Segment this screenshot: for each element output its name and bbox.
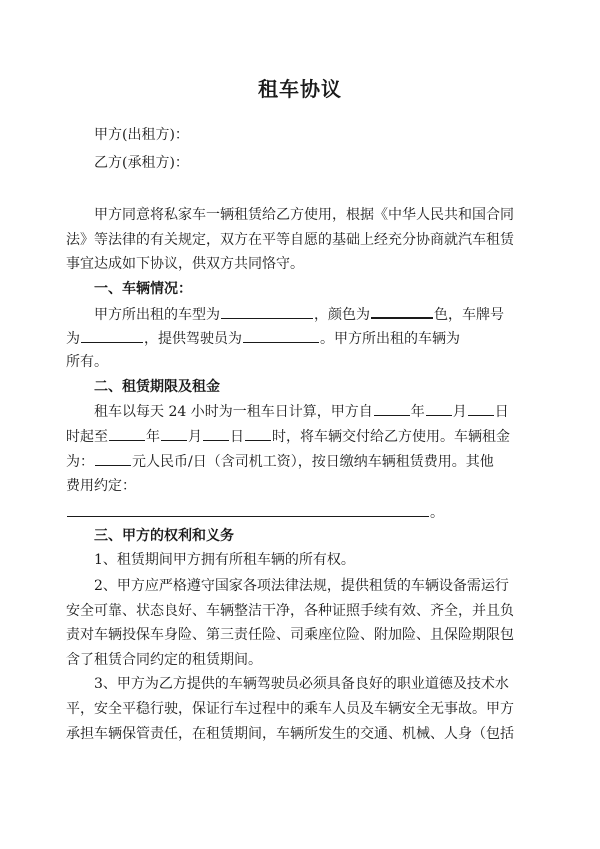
other-fees-label: 费用约定：	[66, 478, 136, 494]
text: 。	[430, 505, 444, 521]
clause-3-2-line-1: 2、甲方应严格遵守国家各项法律法规，提供租赁的车辆设备需运行	[94, 578, 509, 594]
section-2-heading: 二、租赁期限及租金	[94, 379, 220, 395]
clause-3-3-line-2: 平，安全平稳行驶，保证行车过程中的乘车人员及车辆安全无事故。甲方	[66, 701, 514, 717]
term-line-1	[94, 401, 509, 422]
color-blank[interactable]	[371, 303, 433, 319]
end-month-blank[interactable]	[161, 426, 187, 441]
text: 日	[494, 404, 509, 420]
text: 年	[146, 429, 160, 445]
driver-blank[interactable]	[243, 328, 319, 343]
clause-3-2-line-4: 含了租赁合同约定的租赁期间。	[66, 652, 262, 668]
text: ，颜色为	[314, 307, 370, 323]
text: 月	[188, 429, 202, 445]
start-year-blank[interactable]	[374, 401, 410, 416]
vehicle-line-2	[66, 328, 460, 349]
other-fees-blank[interactable]	[67, 502, 429, 517]
plate-number-blank[interactable]	[81, 328, 143, 343]
section-1-heading: 一、车辆情况：	[94, 281, 192, 297]
intro-line-3: 事宜达成如下协议，供双方共同恪守。	[66, 256, 304, 272]
text: 。甲方所出租的车辆为	[320, 331, 460, 347]
other-fees-line	[66, 502, 444, 523]
text: 甲方所出租的车型为	[94, 307, 220, 323]
daily-rent-blank[interactable]	[95, 451, 131, 466]
text: 为：	[66, 454, 94, 470]
text: 日	[230, 429, 244, 445]
text: 时，将车辆交付给乙方使用。车辆租金	[272, 429, 510, 445]
vehicle-line-1	[94, 303, 504, 325]
clause-3-1: 1、租赁期间甲方拥有所租车辆的所有权。	[94, 552, 355, 568]
intro-line-2: 法》等法律的有关规定，双方在平等自愿的基础上经充分协商就汽车租赁	[66, 232, 514, 248]
text: ，提供驾驶员为	[144, 331, 242, 347]
end-year-blank[interactable]	[109, 426, 145, 441]
party-a-label: 甲方(出租方)：	[94, 127, 189, 143]
start-month-blank[interactable]	[426, 401, 452, 416]
clause-3-2-line-3: 责对车辆投保车身险、第三责任险、司乘座位险、附加险、且保险期限包	[66, 627, 514, 643]
vehicle-model-blank[interactable]	[221, 304, 313, 319]
section-3-heading: 三、甲方的权利和义务	[94, 528, 234, 544]
document-title: 租车协议	[258, 77, 342, 101]
term-line-3	[66, 451, 494, 472]
clause-3-2-line-2: 安全可靠、状态良好、车辆整洁干净，各种证照手续有效、齐全，并且负	[66, 603, 514, 619]
text: 租车以每天 24 小时为一租车日计算，甲方自	[94, 404, 373, 420]
clause-3-3-line-3: 承担车辆保管责任，在租赁期间，车辆所发生的交通、机械、人身（包括	[66, 726, 514, 742]
vehicle-line-3: 所有。	[66, 354, 108, 370]
text: 年	[410, 404, 425, 420]
party-b-label: 乙方(承租方)：	[94, 155, 189, 171]
text: 为	[66, 331, 80, 347]
text: 时起至	[66, 429, 108, 445]
clause-3-3-line-1: 3、甲方为乙方提供的车辆驾驶员必须具备良好的职业道德及技术水	[94, 676, 509, 692]
text: 元人民币/日（含司机工资），按日缴纳车辆租赁费用。其他	[132, 454, 494, 470]
intro-line-1: 甲方同意将私家车一辆租赁给乙方使用，根据《中华人民共和国合同	[94, 207, 514, 223]
text: 月	[452, 404, 467, 420]
text: 色，车牌号	[434, 307, 504, 323]
term-line-2	[66, 426, 510, 447]
start-day-blank[interactable]	[468, 401, 494, 416]
end-hour-blank[interactable]	[245, 426, 271, 441]
end-day-blank[interactable]	[203, 426, 229, 441]
